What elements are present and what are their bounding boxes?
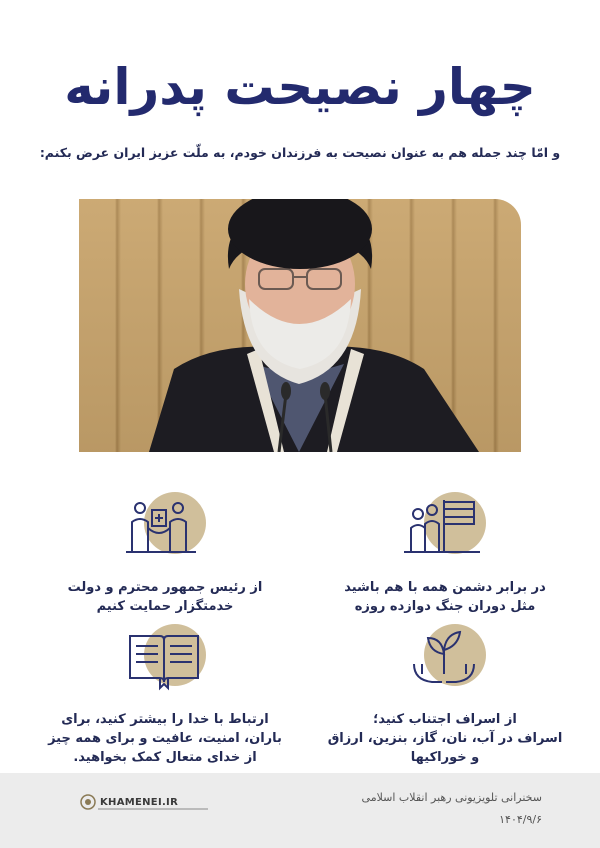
hands-plant-icon <box>400 624 490 694</box>
open-book-icon <box>120 624 210 694</box>
logo-underline-decoration <box>98 808 208 810</box>
advice-text-unity: در برابر دشمن همه با هم باشید مثل دوران جنگ دوازده روزه <box>344 580 546 614</box>
source-caption: سخنرانی تلویزیونی رهبر انقلاب اسلامی <box>361 791 542 804</box>
site-logo-icon <box>80 794 96 810</box>
advice-card-unity <box>320 492 570 616</box>
logo-text: KHAMENEI.IR <box>100 796 179 808</box>
portrait-illustration <box>79 199 521 452</box>
poster-subtitle: و امّا چند جمله هم به عنوان نصیحت به فرزندان خودم، به ملّت عزیز ایران عرض بکنم: <box>39 145 561 160</box>
advice-text-avoid-waste: از اسراف اجتناب کنید؛ اسراف در آب، نان، گاز، بنزین، ارزاق و خوراکیها <box>327 712 563 765</box>
advice-card-avoid-waste <box>320 624 570 767</box>
advice-card-support-government <box>40 492 290 616</box>
unity-crowd-flag-icon <box>400 492 490 562</box>
supporting-people-icon <box>120 492 210 562</box>
advice-card-connect-god <box>40 624 290 767</box>
footer-bar <box>0 773 600 848</box>
date-caption: ۱۴۰۴/۹/۶ <box>499 813 542 826</box>
speaker-photo <box>79 199 521 452</box>
advice-text-connect-god: ارتباط با خدا را بیشتر کنید، برای باران، امنیت، عافیت و برای همه چیز از خدای متعال کمک بخواهید. <box>48 712 282 765</box>
advice-text-support-government: از رئیس جمهور محترم و دولت خدمتگزار حمایت کنیم <box>67 580 263 614</box>
poster-title: چهار نصیحت پدرانه <box>64 58 536 116</box>
